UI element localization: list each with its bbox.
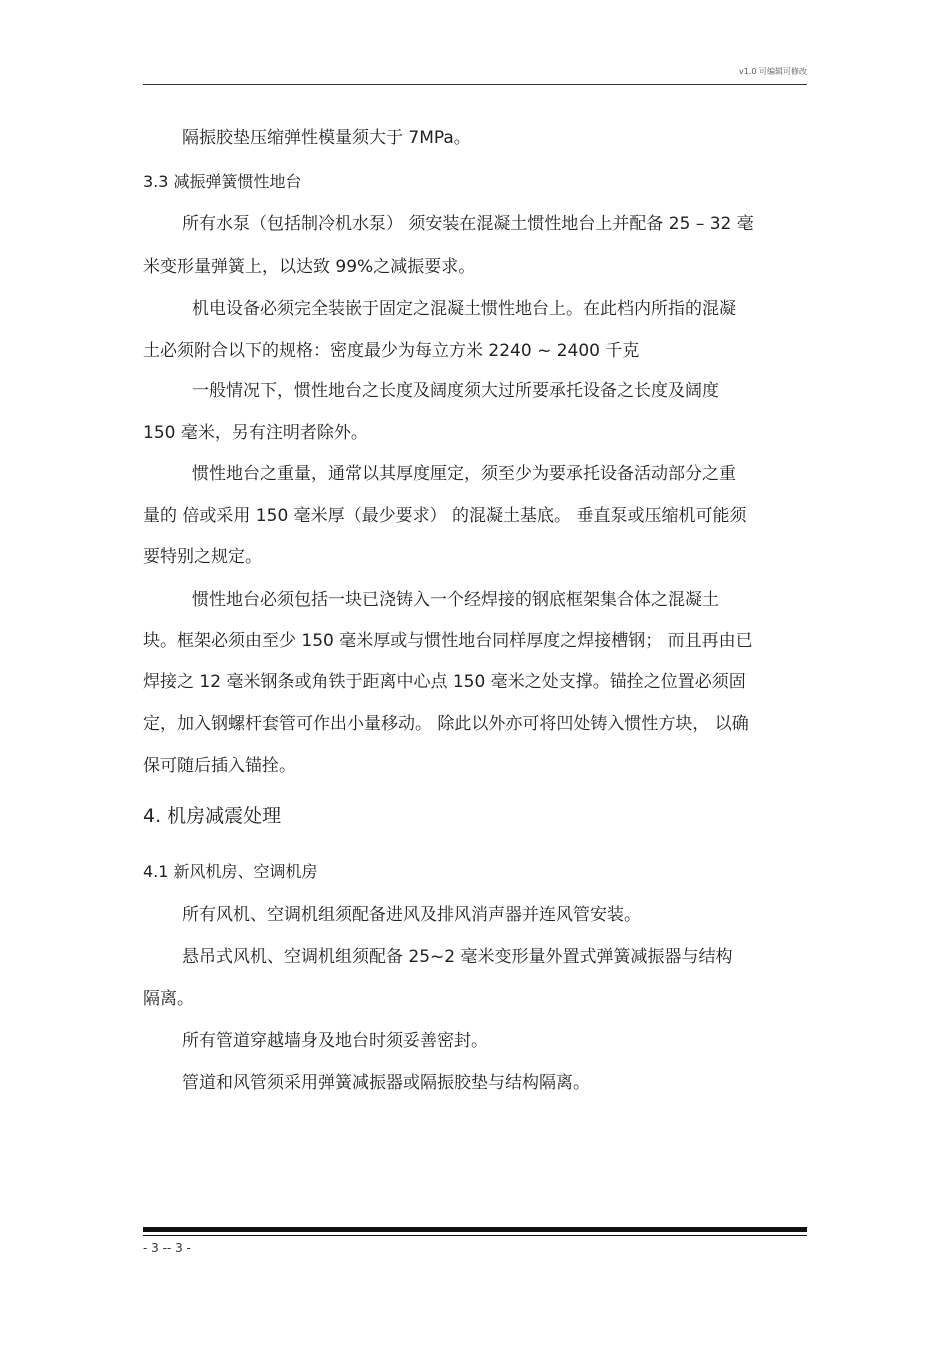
- paragraph-line: 悬吊式风机、空调机组须配备 25~2 毫米变形量外置式弹簧减振器与结构: [182, 947, 733, 967]
- paragraph-line: 机电设备必须完全装嵌于固定之混凝土惯性地台上。在此档内所指的混凝: [192, 299, 736, 319]
- paragraph-line: 隔离。: [143, 989, 194, 1009]
- paragraph-line: 保可随后插入锚拴。: [143, 756, 296, 776]
- section-heading-4: 4. 机房减震处理: [143, 805, 282, 827]
- paragraph-line: 定，加入钢螺杆套管可作出小量移动。 除此以外亦可将凹处铸入惯性方块， 以确: [143, 714, 749, 734]
- paragraph-line: 土必须附合以下的规格：密度最少为每立方米 2240 ~ 2400 千克: [143, 341, 640, 361]
- paragraph-line: 所有水泵（包括制冷机水泵） 须安装在混凝土惯性地台上并配备 25 – 32 毫: [182, 214, 754, 234]
- header-divider: [143, 84, 807, 85]
- paragraph-line: 量的 倍或采用 150 毫米厚（最少要求） 的混凝土基底。 垂直泵或压缩机可能须: [143, 506, 747, 526]
- paragraph-line: 管道和风管须采用弹簧减振器或隔振胶垫与结构隔离。: [182, 1073, 590, 1093]
- paragraph-line: 块。框架必须由至少 150 毫米厚或与惯性地台同样厚度之焊接槽钢； 而且再由已: [143, 631, 753, 651]
- footer-divider-thin: [143, 1235, 807, 1236]
- paragraph-line: 所有风机、空调机组须配备进风及排风消声器并连风管安装。: [182, 905, 641, 925]
- section-heading-4-1: 4.1 新风机房、空调机房: [143, 862, 318, 881]
- paragraph-line: 要特别之规定。: [143, 547, 262, 567]
- paragraph-line: 焊接之 12 毫米钢条或角铁于距离中心点 150 毫米之处支撑。锚拴之位置必须固: [143, 672, 746, 692]
- paragraph-line: 惯性地台之重量，通常以其厚度厘定，须至少为要承托设备活动部分之重: [192, 464, 736, 484]
- paragraph-line: 惯性地台必须包括一块已浇铸入一个经焊接的钢底框架集合体之混凝土: [192, 590, 719, 610]
- page-number: - 3 -- 3 -: [143, 1241, 191, 1255]
- paragraph-line: 150 毫米，另有注明者除外。: [143, 423, 368, 443]
- paragraph-line: 米变形量弹簧上，以达致 99%之减振要求。: [143, 257, 476, 277]
- footer-divider-thick: [143, 1227, 807, 1232]
- paragraph-line: 一般情况下，惯性地台之长度及阔度须大过所要承托设备之长度及阔度: [192, 381, 719, 401]
- section-heading-3-3: 3.3 减振弹簧惯性地台: [143, 172, 302, 191]
- paragraph-line: 隔振胶垫压缩弹性模量须大于 7MPa。: [182, 128, 471, 148]
- header-version: v1.0 可编辑可修改: [739, 67, 807, 76]
- paragraph-line: 所有管道穿越墙身及地台时须妥善密封。: [182, 1031, 488, 1051]
